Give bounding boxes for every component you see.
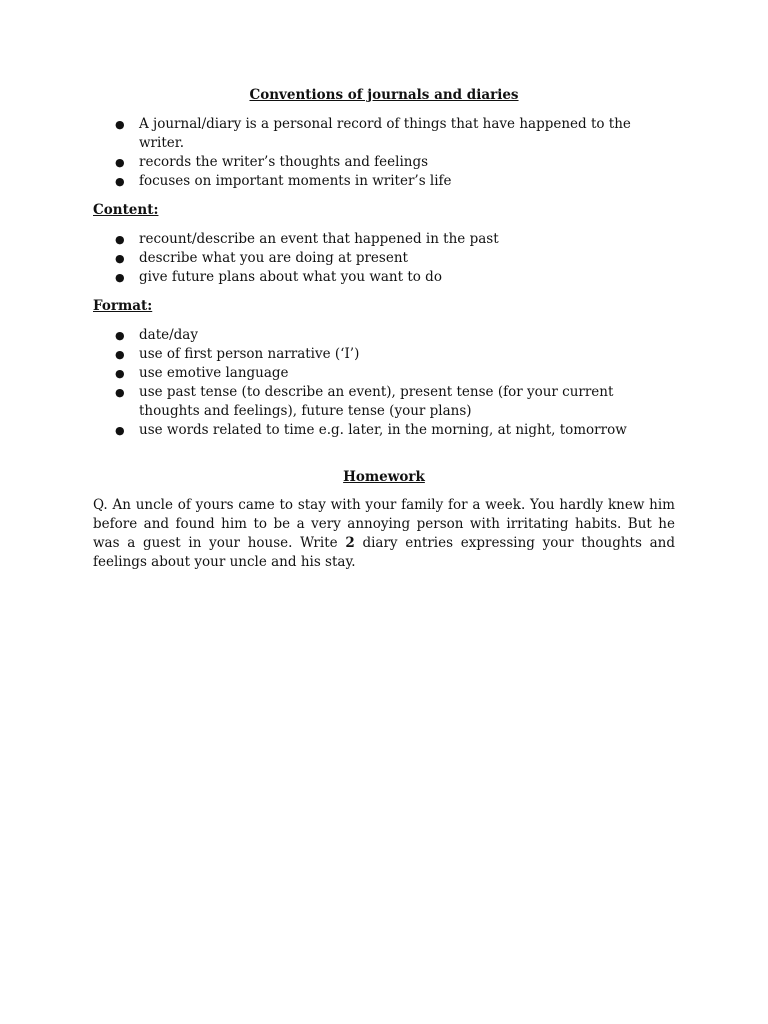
format-item-text: use words related to time e.g. later, in the morning, at night, tomorrow [139, 422, 627, 438]
document-title: Conventions of journals and diaries [249, 87, 519, 103]
bullet-icon: ● [115, 233, 125, 246]
format-list-item [93, 364, 675, 383]
bullet-icon: ● [115, 348, 125, 361]
bullet-icon: ● [115, 175, 125, 188]
content-item-text: recount/describe an event that happened in the past [139, 231, 499, 247]
intro-item-text: focuses on important moments in writer’s life [139, 173, 452, 189]
bullet-icon: ● [115, 156, 125, 169]
bullet-icon: ● [115, 252, 125, 265]
bullet-icon: ● [115, 329, 125, 342]
format-list-item [93, 345, 675, 364]
format-heading: Format: [93, 298, 153, 314]
format-list-item [93, 383, 675, 421]
content-heading: Content: [93, 202, 159, 218]
homework-heading: Homework [343, 469, 425, 485]
intro-list-item [93, 115, 675, 153]
format-list-item [93, 421, 675, 440]
format-item-text: use of first person narrative (‘I’) [139, 346, 360, 362]
document-page [93, 86, 675, 572]
format-item-text: use emotive language [139, 365, 289, 381]
format-list-item [93, 326, 675, 345]
bullet-icon: ● [115, 424, 125, 437]
intro-item-text: A journal/diary is a personal record of things that have happened to the writer. [139, 116, 631, 151]
content-list-item [93, 268, 675, 287]
bullet-icon: ● [115, 386, 125, 399]
content-item-text: give future plans about what you want to do [139, 269, 442, 285]
content-list-item [93, 249, 675, 268]
intro-list-item [93, 153, 675, 172]
homework-question-end: diary entries expressing your thoughts and feelings about your uncle and his stay. [93, 535, 675, 570]
intro-list [93, 115, 675, 191]
intro-item-text: records the writer’s thoughts and feelings [139, 154, 429, 170]
homework-question [93, 496, 675, 572]
homework-question-start: Q. An uncle of yours came to stay with your family for a week. You hardly knew him before and found him to be a very annoying person with irritating habits. But he was a guest in your house. Write [93, 497, 675, 551]
format-item-text: use past tense (to describe an event), present tense (for your current thoughts and feelings), future tense (your plans) [139, 384, 614, 419]
bullet-icon: ● [115, 271, 125, 284]
format-item-text: date/day [139, 327, 198, 343]
format-list [93, 326, 675, 440]
bullet-icon: ● [115, 118, 125, 131]
homework-entry-count: 2 [345, 535, 355, 551]
intro-list-item [93, 172, 675, 191]
bullet-icon: ● [115, 367, 125, 380]
content-item-text: describe what you are doing at present [139, 250, 408, 266]
content-list-item [93, 230, 675, 249]
content-list [93, 230, 675, 287]
